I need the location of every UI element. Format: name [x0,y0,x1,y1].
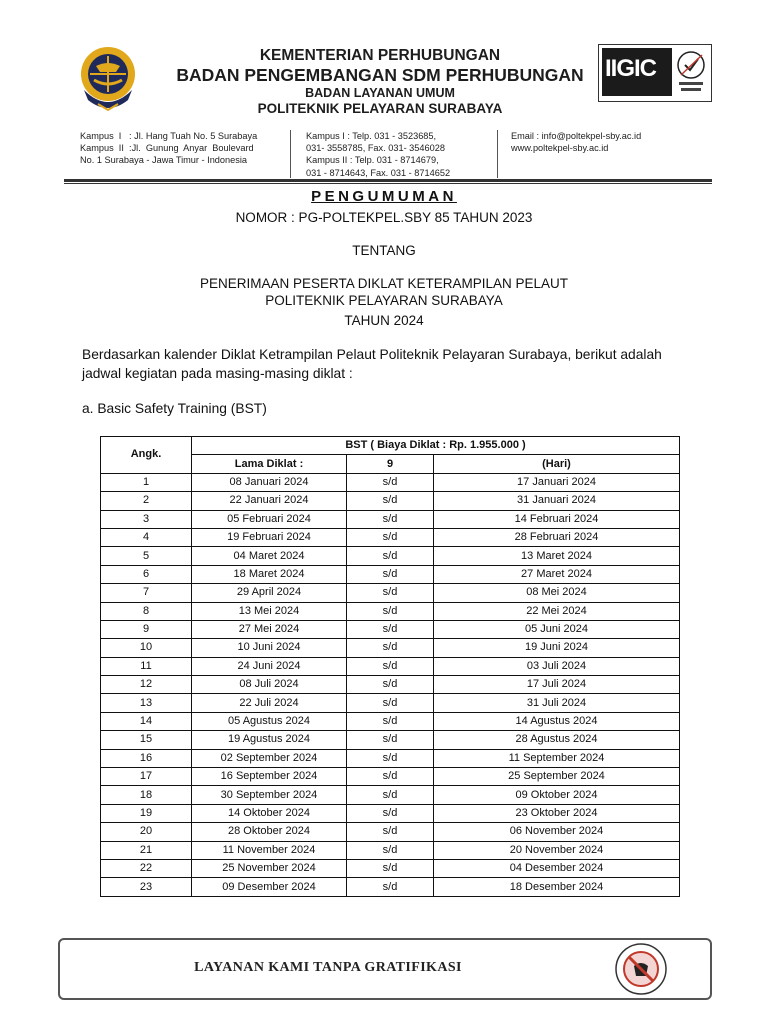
group-header: BST ( Biaya Diklat : Rp. 1.955.000 ) [192,437,680,455]
header-rule [64,179,712,182]
cell-separator: s/d [347,602,434,620]
cell-start-date: 08 Januari 2024 [192,473,347,491]
table-row [101,492,680,510]
cell-batch: 12 [101,676,192,694]
certification-mark: IIGIC [605,55,657,82]
table-row [101,878,680,896]
table-row [101,841,680,859]
cell-start-date: 29 April 2024 [192,584,347,602]
cell-separator: s/d [347,731,434,749]
cell-start-date: 16 September 2024 [192,768,347,786]
campus-address: Kampus I : Jl. Hang Tuah No. 5 Surabaya Kampus II :Jl. Gunung Anyar Boulevard No. 1 Surabaya - Jawa Timur - Indonesia [80,131,258,166]
cell-separator: s/d [347,786,434,804]
cell-start-date: 28 Oktober 2024 [192,823,347,841]
cell-separator: s/d [347,804,434,822]
document-number: NOMOR : PG-POLTEKPEL.SBY 85 TAHUN 2023 [235,210,533,225]
cell-start-date: 22 Januari 2024 [192,492,347,510]
cell-end-date: 28 Agustus 2024 [434,731,680,749]
table-row [101,602,680,620]
cell-batch: 5 [101,547,192,565]
subject-line: PENERIMAAN PESERTA DIKLAT KETERAMPILAN PELAUT [199,276,569,291]
cell-end-date: 27 Maret 2024 [434,565,680,583]
subheader-days: 9 [347,455,434,473]
divider [497,130,498,178]
cell-batch: 14 [101,712,192,730]
anti-gratification-seal-icon [614,942,668,996]
cell-separator: s/d [347,823,434,841]
cell-end-date: 31 Januari 2024 [434,492,680,510]
table-row [101,473,680,491]
cell-start-date: 11 November 2024 [192,841,347,859]
cell-end-date: 20 November 2024 [434,841,680,859]
cell-end-date: 11 September 2024 [434,749,680,767]
schedule-table [100,436,680,897]
table-row [101,859,680,877]
table-row [101,749,680,767]
cell-batch: 1 [101,473,192,491]
cell-batch: 4 [101,528,192,546]
cell-start-date: 27 Mei 2024 [192,620,347,638]
cell-batch: 7 [101,584,192,602]
table-row [101,804,680,822]
cell-separator: s/d [347,657,434,675]
cell-separator: s/d [347,528,434,546]
cell-end-date: 25 September 2024 [434,768,680,786]
cell-batch: 23 [101,878,192,896]
cell-separator: s/d [347,712,434,730]
subheader-unit: (Hari) [434,455,680,473]
table-row [101,768,680,786]
cell-start-date: 19 Agustus 2024 [192,731,347,749]
table-row [101,584,680,602]
quality-approved-icon [675,49,707,95]
cell-batch: 8 [101,602,192,620]
about-label: TENTANG [352,243,416,258]
phone-numbers: Kampus I : Telp. 031 - 3523685, 031- 3558785, Fax. 031- 3546028 Kampus II : Telp. 031 - 8714679, 031 - 8714643, Fax. 031 - 8714652 [306,131,451,178]
cell-end-date: 19 Juni 2024 [434,639,680,657]
cell-start-date: 05 Agustus 2024 [192,712,347,730]
cell-batch: 9 [101,620,192,638]
cell-batch: 16 [101,749,192,767]
cell-batch: 21 [101,841,192,859]
cell-end-date: 13 Maret 2024 [434,547,680,565]
cell-start-date: 10 Juni 2024 [192,639,347,657]
document-title: PENGUMUMAN [311,188,457,205]
contact-info: Email : info@poltekpel-sby.ac.id www.poltekpel-sby.ac.id [511,131,642,154]
table-row [101,786,680,804]
cell-start-date: 08 Juli 2024 [192,676,347,694]
cell-separator: s/d [347,676,434,694]
cell-end-date: 08 Mei 2024 [434,584,680,602]
table-row [101,510,680,528]
footer-slogan: LAYANAN KAMI TANPA GRATIFIKASI [194,960,462,975]
cell-end-date: 14 Februari 2024 [434,510,680,528]
cell-batch: 11 [101,657,192,675]
subject-year: TAHUN 2024 [344,313,424,328]
table-row [101,823,680,841]
table-row [101,639,680,657]
cell-separator: s/d [347,694,434,712]
cell-start-date: 19 Februari 2024 [192,528,347,546]
cell-separator: s/d [347,620,434,638]
cell-separator: s/d [347,547,434,565]
section-heading: a. Basic Safety Training (BST) [82,401,267,416]
ministry-name: KEMENTERIAN PERHUBUNGAN [259,47,501,64]
cell-start-date: 30 September 2024 [192,786,347,804]
table-row [101,676,680,694]
header-rule [64,183,712,184]
cell-batch: 22 [101,859,192,877]
cell-separator: s/d [347,492,434,510]
cell-start-date: 18 Maret 2024 [192,565,347,583]
cell-end-date: 04 Desember 2024 [434,859,680,877]
cell-start-date: 04 Maret 2024 [192,547,347,565]
cell-separator: s/d [347,565,434,583]
cell-separator: s/d [347,584,434,602]
cell-separator: s/d [347,749,434,767]
cell-end-date: 28 Februari 2024 [434,528,680,546]
cell-start-date: 05 Februari 2024 [192,510,347,528]
cell-batch: 10 [101,639,192,657]
cell-separator: s/d [347,510,434,528]
cell-batch: 3 [101,510,192,528]
cell-start-date: 25 November 2024 [192,859,347,877]
table-row [101,712,680,730]
intro-paragraph: Berdasarkan kalender Diklat Ketrampilan Pelaut Politeknik Pelayaran Surabaya, berikut adalah jadwal kegiatan pada masing-masing diklat : [82,347,662,381]
cell-separator: s/d [347,473,434,491]
cell-separator: s/d [347,841,434,859]
cell-batch: 2 [101,492,192,510]
cell-start-date: 22 Juli 2024 [192,694,347,712]
cell-separator: s/d [347,639,434,657]
cell-separator: s/d [347,878,434,896]
table-row [101,694,680,712]
table-row [101,528,680,546]
unit-name: BADAN LAYANAN UMUM [305,86,455,100]
cell-start-date: 13 Mei 2024 [192,602,347,620]
cell-end-date: 14 Agustus 2024 [434,712,680,730]
cell-end-date: 09 Oktober 2024 [434,786,680,804]
cell-end-date: 22 Mei 2024 [434,602,680,620]
subheader-duration: Lama Diklat : [192,455,347,473]
certification-badge [598,44,712,102]
cell-start-date: 14 Oktober 2024 [192,804,347,822]
cell-start-date: 24 Juni 2024 [192,657,347,675]
cell-separator: s/d [347,768,434,786]
cell-batch: 18 [101,786,192,804]
cell-end-date: 17 Januari 2024 [434,473,680,491]
table-row [101,657,680,675]
table-row [101,731,680,749]
cell-end-date: 17 Juli 2024 [434,676,680,694]
cell-end-date: 03 Juli 2024 [434,657,680,675]
cell-separator: s/d [347,859,434,877]
cell-end-date: 05 Juni 2024 [434,620,680,638]
cell-end-date: 18 Desember 2024 [434,878,680,896]
institution-logo [76,44,140,112]
cell-end-date: 06 November 2024 [434,823,680,841]
cell-batch: 15 [101,731,192,749]
cell-batch: 13 [101,694,192,712]
cell-batch: 6 [101,565,192,583]
table-row [101,565,680,583]
cell-batch: 19 [101,804,192,822]
cell-start-date: 02 September 2024 [192,749,347,767]
column-header-angk: Angk. [101,437,192,474]
divider [290,130,291,178]
cell-batch: 17 [101,768,192,786]
cell-end-date: 31 Juli 2024 [434,694,680,712]
cell-end-date: 23 Oktober 2024 [434,804,680,822]
institution-name: POLITEKNIK PELAYARAN SURABAYA [257,101,503,116]
cell-batch: 20 [101,823,192,841]
subject-line: POLITEKNIK PELAYARAN SURABAYA [265,293,503,308]
cell-start-date: 09 Desember 2024 [192,878,347,896]
table-row [101,547,680,565]
agency-name: BADAN PENGEMBANGAN SDM PERHUBUNGAN [176,65,584,85]
table-row [101,620,680,638]
